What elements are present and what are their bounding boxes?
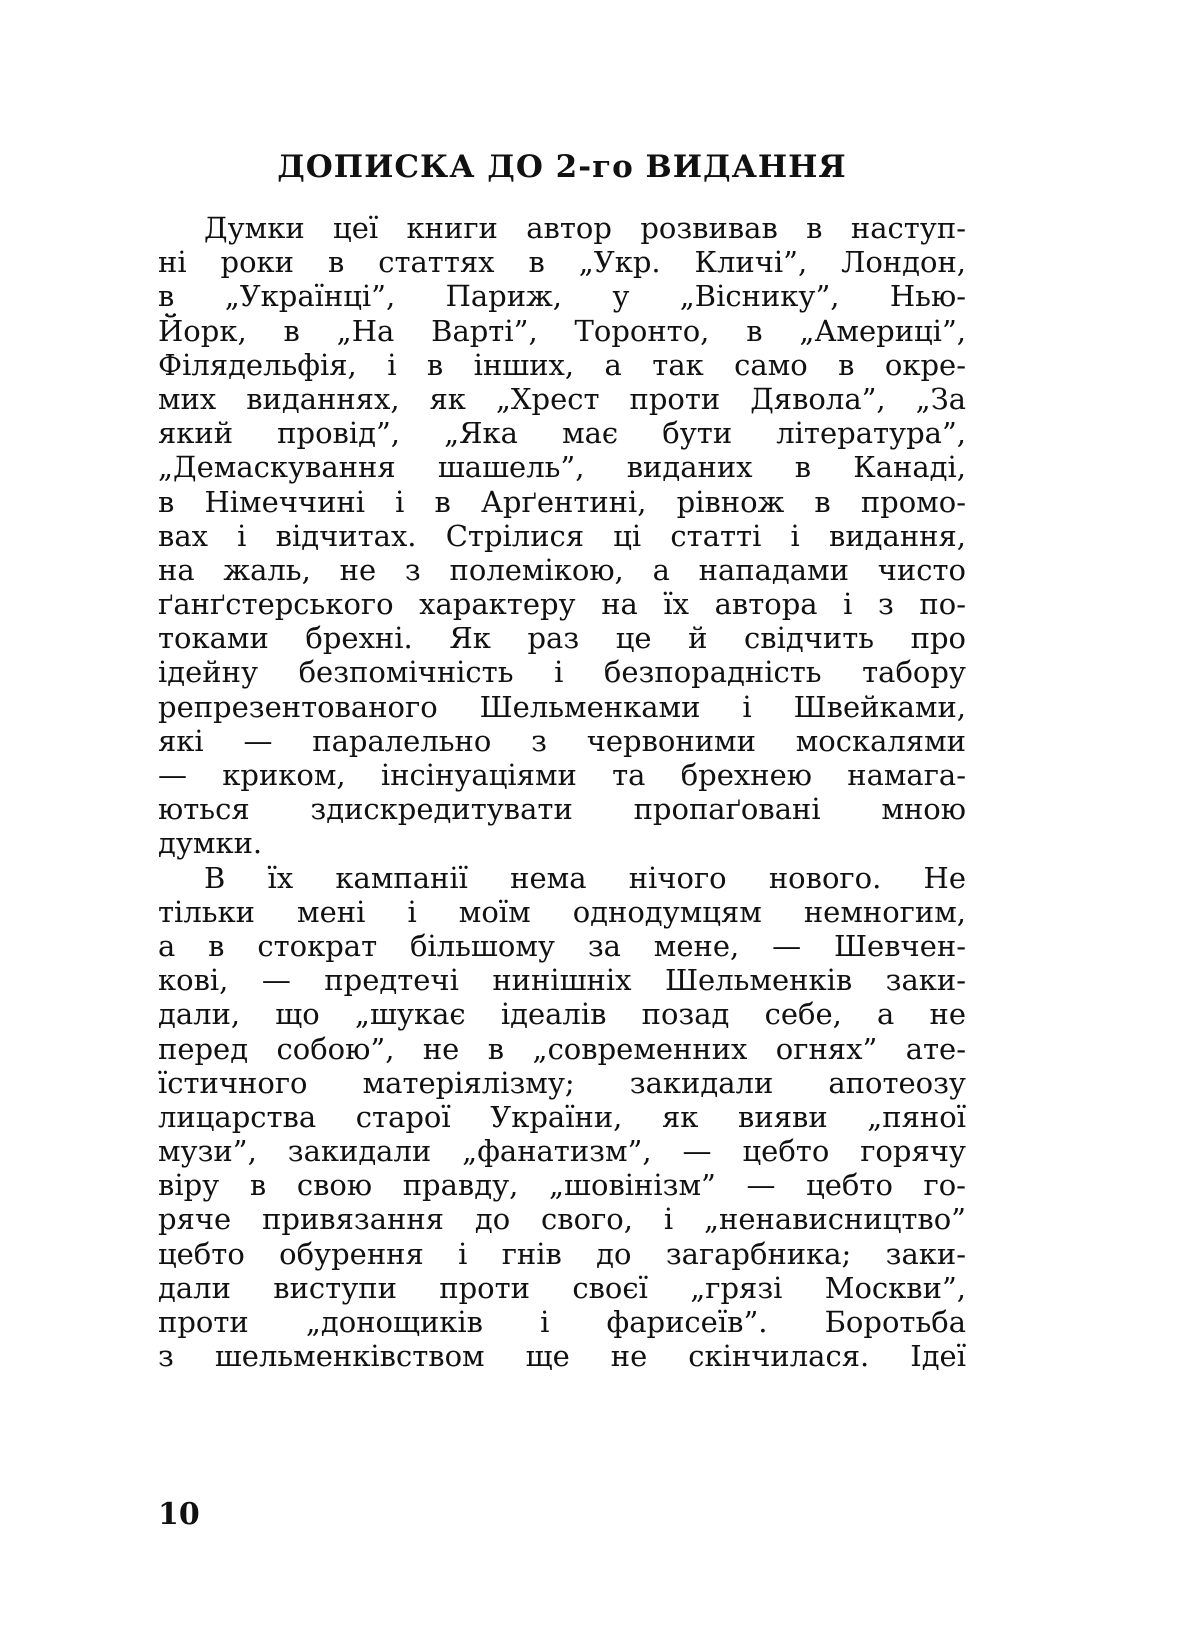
text-line: кові, — предтечі нинішніх Шельменків заки- bbox=[158, 963, 966, 998]
text-line: токами брехні. Як раз це й свідчить про bbox=[158, 621, 966, 656]
text-line: цебто обурення і гнів до загарбника; заки- bbox=[158, 1236, 966, 1271]
text-line: з шельменківством ще не скінчилася. Ідеї bbox=[158, 1339, 966, 1374]
text-line: ґанґстерського характеру на їх автора і з по- bbox=[158, 587, 966, 622]
text-line: які — паралельно з червоними москалями bbox=[158, 723, 966, 758]
body-text bbox=[158, 211, 966, 1373]
text-line: мих виданнях, як „Хрест проти Дявола”, „За bbox=[158, 381, 966, 416]
text-line: Думки цеї книги автор розвивав в наступ- bbox=[204, 211, 966, 245]
text-line: „Демаскування шашель”, виданих в Канаді, bbox=[158, 450, 966, 485]
text-line: вах і відчитах. Стрілися ці статті і видання, bbox=[158, 518, 966, 553]
page-title: ДОПИСКА ДО 2-го ВИДАННЯ bbox=[277, 149, 847, 185]
text-line: ні роки в статтях в „Укр. Кличі”, Лондон, bbox=[158, 245, 966, 280]
text-line: музи”, закидали „фанатизм”, — цебто горячу bbox=[158, 1134, 966, 1169]
text-line: дали, що „шукає ідеалів позад себе, а не bbox=[158, 997, 966, 1032]
text-line: перед собою”, не в „современних огнях” ате- bbox=[158, 1031, 966, 1066]
text-line: ються здискредитувати пропаґовані мною bbox=[158, 792, 966, 827]
text-line: ідейну безпомічність і безпорадність табору bbox=[158, 655, 966, 690]
text-line: ряче привязання до свого, і „ненависництво” bbox=[158, 1202, 966, 1237]
page-number: 10 bbox=[158, 1497, 200, 1532]
text-line: віру в свою правду, „шовінізм” — цебто го- bbox=[158, 1168, 966, 1203]
text-line: дали виступи проти своєї „грязі Москви”, bbox=[158, 1270, 966, 1305]
text-line: в „Українці”, Париж, у „Віснику”, Нью- bbox=[158, 279, 966, 314]
text-line: Йорк, в „На Варті”, Торонто, в „Америці”, bbox=[158, 313, 966, 348]
text-line: репрезентованого Шельменками і Швейками, bbox=[158, 689, 966, 724]
text-line: лицарства старої України, як вияви „пяної bbox=[158, 1099, 966, 1134]
text-line: В їх кампанії нема нічого нового. Не bbox=[204, 860, 966, 895]
text-line: Філядельфія, і в інших, а так само в окре- bbox=[158, 347, 966, 382]
text-line: в Німеччині і в Арґентині, рівнож в промо- bbox=[158, 484, 966, 519]
text-line: а в стократ більшому за мене, — Шевчен- bbox=[158, 928, 966, 963]
text-line: їстичного матеріялізму; закидали апотеозу bbox=[158, 1065, 966, 1100]
text-line: який провід”, „Яка має бути література”, bbox=[158, 416, 966, 451]
text-line: на жаль, не з полемікою, а нападами чисто bbox=[158, 552, 966, 587]
text-line: тільки мені і моїм однодумцям немногим, bbox=[158, 894, 966, 929]
text-line: проти „донощиків і фарисеїв”. Боротьба bbox=[158, 1305, 966, 1339]
text-line: — криком, інсінуаціями та брехнею намага- bbox=[158, 758, 966, 792]
text-line: думки. bbox=[158, 826, 263, 861]
